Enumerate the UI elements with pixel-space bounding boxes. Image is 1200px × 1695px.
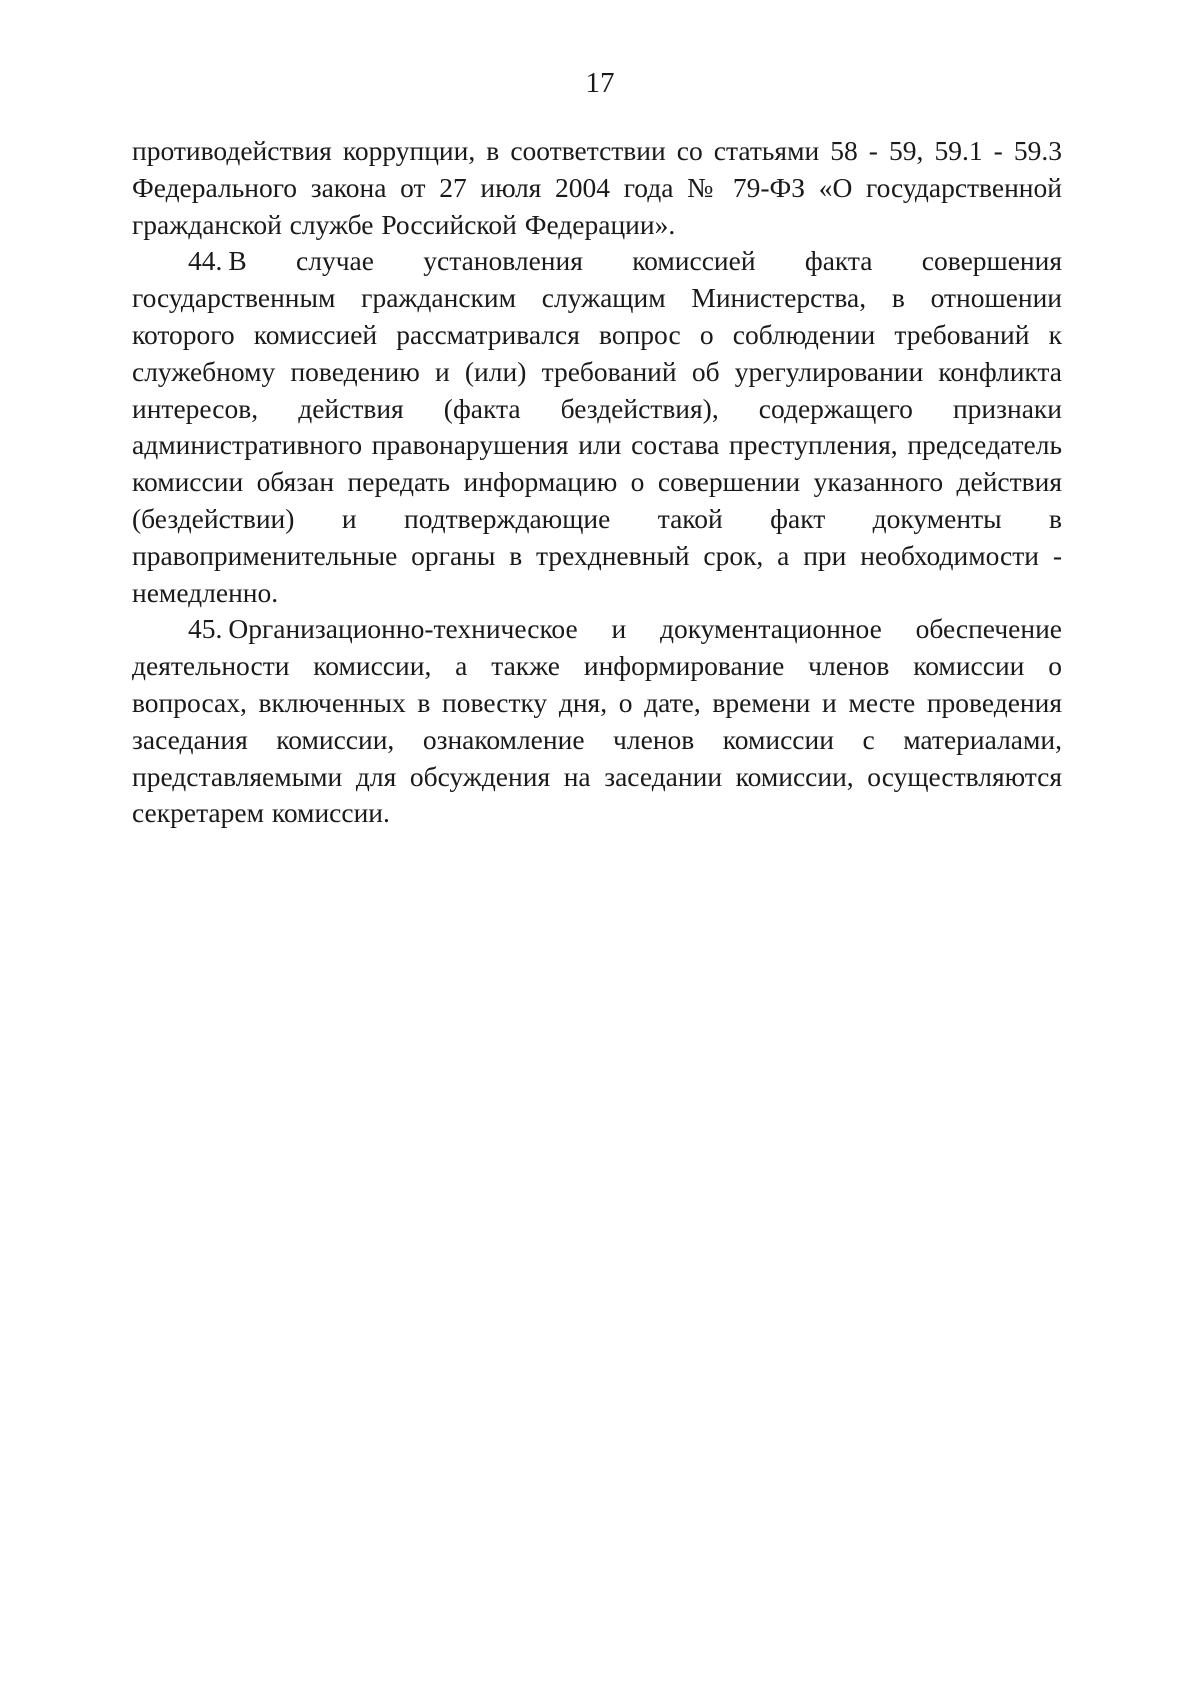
paragraph-number: 44. bbox=[188, 245, 223, 277]
page-number: 17 bbox=[585, 67, 615, 99]
paragraph-number: 45. bbox=[188, 613, 223, 645]
paragraph-continuation bbox=[132, 133, 1062, 243]
paragraph-45 bbox=[132, 611, 1062, 832]
document-body bbox=[132, 133, 1062, 832]
paragraph-text: В случае установления комиссией факта совершения государственным гражданским служащим Министерства, в отношении которого комиссией рассматривался вопрос о соблюдении требований к служебному поведению и (или) требований об урегулировании конфликта интересов, действия (факта бездействия), содержащего признаки административного правонарушения или состава преступления, председатель комиссии обязан передать информацию о совершении указанного действия (бездействии) и подтверждающие такой факт документы в правоприменительные органы в трехдневный срок, а при необходимости - немедленно. bbox=[132, 245, 1062, 608]
paragraph-text: Организационно-техническое и документационное обеспечение деятельности комиссии, а также информирование членов комиссии о вопросах, включенных в повестку дня, о дате, времени и месте проведения заседания комиссии, ознакомление членов комиссии с материалами, представляемыми для обсуждения на заседании комиссии, осуществляются секретарем комиссии. bbox=[132, 613, 1062, 829]
paragraph-44 bbox=[132, 243, 1062, 611]
paragraph-text: противодействия коррупции, в соответствии со статьями 58 - 59, 59.1 - 59.3 Федерального закона от 27 июля 2004 года № 79-ФЗ «О государственной гражданской службе Российской Федерации». bbox=[132, 135, 1062, 240]
